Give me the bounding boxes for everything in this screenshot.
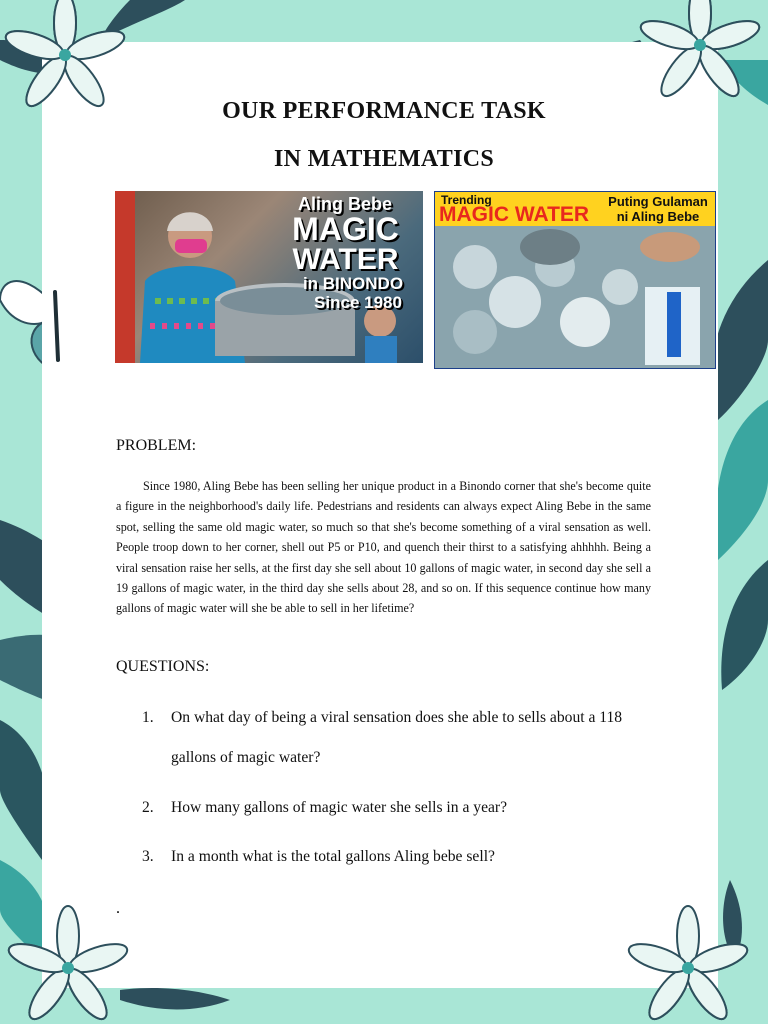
problem-heading: PROBLEM: <box>116 437 197 454</box>
banner-line-aling-bebe: Aling Bebe <box>297 194 392 214</box>
trailing-mark: . <box>116 900 120 917</box>
photo-aling-bebe <box>115 191 423 363</box>
banner-puting-gulaman: Puting Gulaman <box>608 194 708 209</box>
question-item-2 <box>142 788 652 828</box>
banner-line-water: WATER <box>292 243 399 276</box>
banner-magic-water: MAGIC WATER <box>439 203 590 226</box>
question-item-3 <box>142 837 652 877</box>
question-number: 1. <box>142 709 154 726</box>
banner-ni-aling-bebe: ni Aling Bebe <box>616 209 700 224</box>
question-number: 3. <box>142 848 154 865</box>
banner-line-in-binondo: in BINONDO <box>302 274 404 293</box>
question-number: 2. <box>142 799 154 816</box>
page-title-line-2: IN MATHEMATICS <box>274 146 494 172</box>
banner-line-magic: MAGIC <box>292 211 399 247</box>
questions-heading: QUESTIONS: <box>116 658 210 675</box>
question-item-1 <box>142 698 652 778</box>
question-text: In a month what is the total gallons Aling bebe sell? <box>171 848 495 865</box>
problem-paragraph: Since 1980, Aling Bebe has been selling her unique product in a Binondo corner that she's become quite a figure in the neighborhood's daily life. Pedestrians and residents can always expect Aling Bebe in the same spot, selling the same old magic water, so much so that she's become something of a viral sensation as well. People troop down to her corner, shell out P5 or P10, and quench their thirst to a satisfying ahhhhh. Being a viral sensation raise her sells, at the first day she sell about 10 gallons of magic water, in second day she sell a 19 gallons of magic water, in the third day she sells about 28, and so on. If this sequence continue how many gallons of magic water will she be able to sell in her lifetime? <box>116 479 651 616</box>
photo-magic-water <box>434 191 716 369</box>
question-text: On what day of being a viral sensation does she able to sells about a 118 gallons of magic water? <box>171 709 623 766</box>
question-text: How many gallons of magic water she sells in a year? <box>171 799 508 816</box>
banner-line-since-1980: Since 1980 <box>314 293 402 312</box>
page-title-line-1: OUR PERFORMANCE TASK <box>222 98 546 124</box>
banner-trending: Trending <box>441 193 492 207</box>
